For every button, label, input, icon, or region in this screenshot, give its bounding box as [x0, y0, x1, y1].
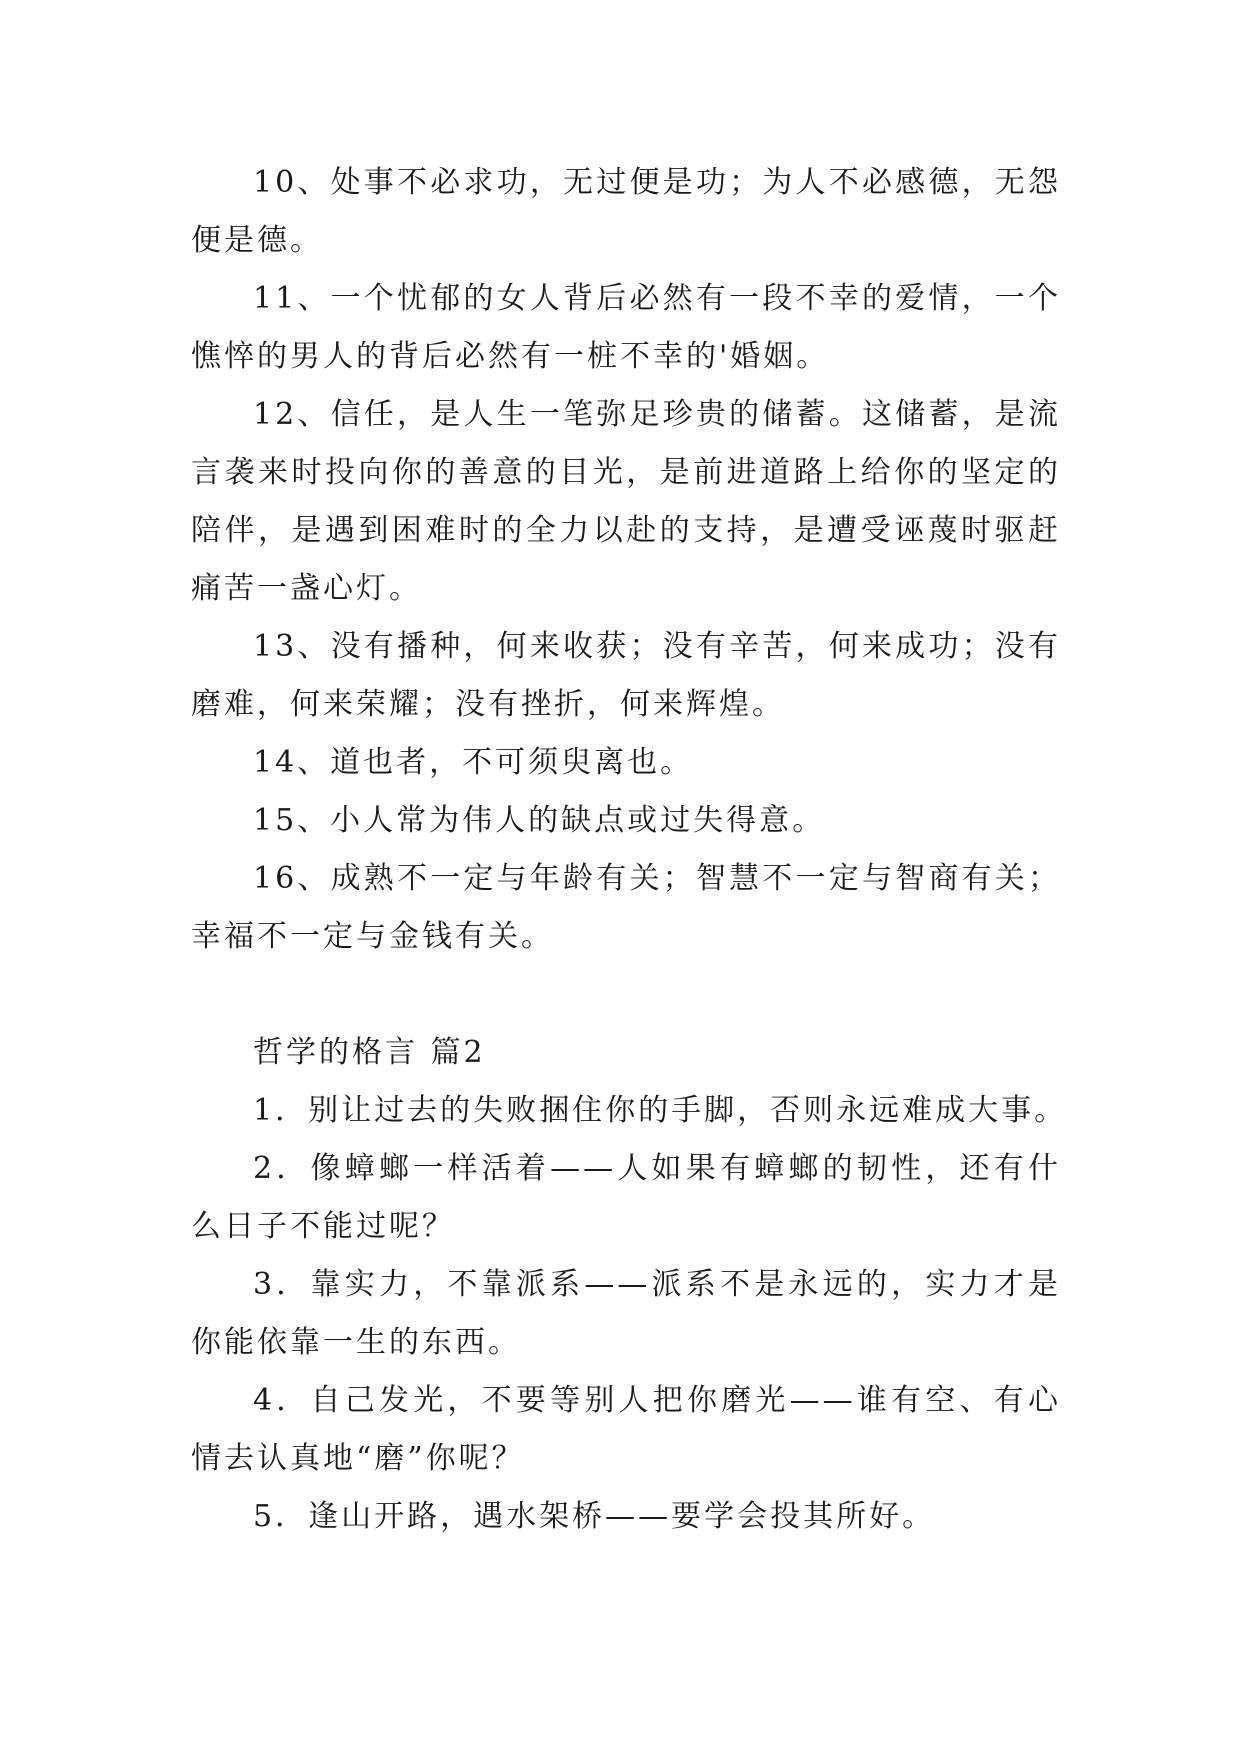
list-item: 13、没有播种，何来收获；没有辛苦，何来成功；没有磨难，何来荣耀；没有挫折，何来辉煌。: [191, 629, 1061, 722]
list-item: 4．自己发光，不要等别人把你磨光——谁有空、有心情去认真地“磨”你呢？: [191, 1383, 1061, 1476]
list-item: 12、信任，是人生一笔弥足珍贵的储蓄。这储蓄，是流言袭来时投向你的善意的目光，是前进道路上给你的坚定的陪伴，是遇到困难时的全力以赴的支持，是遭受诬蔑时驱赶痛苦一盏心灯。: [191, 397, 1061, 606]
list-item: 10、处事不必求功，无过便是功；为人不必感德，无怨便是德。: [191, 165, 1061, 258]
list-item: 14、道也者，不可须臾离也。: [253, 745, 694, 780]
section-heading: 哲学的格言 篇2: [253, 1035, 486, 1070]
list-item: 5．逢山开路，遇水架桥——要学会投其所好。: [253, 1499, 936, 1534]
section-gap: [191, 966, 1061, 1024]
list-item: 1．别让过去的失败捆住你的手脚，否则永远难成大事。: [253, 1093, 1068, 1128]
list-item: 16、成熟不一定与年龄有关；智慧不一定与智商有关；幸福不一定与金钱有关。: [191, 861, 1061, 954]
list-item: 2．像蟑螂一样活着——人如果有蟑螂的韧性，还有什么日子不能过呢？: [191, 1151, 1061, 1244]
list-item: 11、一个忧郁的女人背后必然有一段不幸的爱情，一个憔悴的男人的背后必然有一桩不幸的'婚姻。: [191, 281, 1061, 374]
list-item: 3．靠实力，不靠派系——派系不是永远的，实力才是你能依靠一生的东西。: [191, 1267, 1061, 1360]
list-item: 15、小人常为伟人的缺点或过失得意。: [253, 803, 826, 838]
document-body: [191, 154, 1068, 1546]
